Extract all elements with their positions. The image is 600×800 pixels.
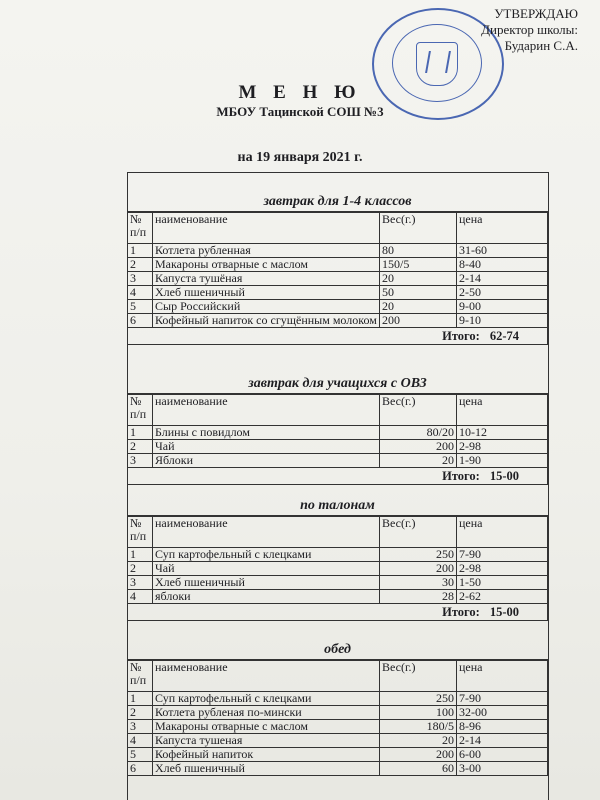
- row-price: 32-00: [457, 706, 548, 720]
- row-weight: 200: [380, 562, 457, 576]
- table-row: [128, 314, 548, 328]
- header-num: № п/п: [128, 395, 153, 426]
- row-num: 1: [128, 426, 153, 440]
- menu-table: [127, 394, 548, 485]
- row-name: Чай: [153, 562, 380, 576]
- row-price: 7-90: [457, 692, 548, 706]
- table-row: [128, 286, 548, 300]
- row-num: 6: [128, 762, 153, 776]
- table-header: [128, 517, 548, 548]
- menu-table: [127, 516, 548, 621]
- row-weight: 200: [380, 440, 457, 454]
- row-num: 2: [128, 706, 153, 720]
- row-price: 9-00: [457, 300, 548, 314]
- row-weight: 80/20: [380, 426, 457, 440]
- row-weight: 250: [380, 692, 457, 706]
- row-num: 3: [128, 272, 153, 286]
- header-name: наименование: [153, 661, 380, 692]
- row-name: Кофейный напиток: [153, 748, 380, 762]
- row-weight: 80: [380, 244, 457, 258]
- table-header: [128, 395, 548, 426]
- header-num: № п/п: [128, 517, 153, 548]
- table-row: [128, 590, 548, 604]
- row-weight: 100: [380, 706, 457, 720]
- row-price: 6-00: [457, 748, 548, 762]
- section-title: завтрак для учащихся с ОВЗ: [127, 375, 548, 394]
- header-weight: Вес(г.): [380, 517, 457, 548]
- section-title: обед: [127, 641, 548, 660]
- row-price: 2-14: [457, 272, 548, 286]
- approval-block: [481, 6, 578, 54]
- total-value: 62-74: [489, 329, 519, 343]
- header-name: наименование: [153, 213, 380, 244]
- total-value: 15-00: [489, 469, 519, 483]
- row-name: Хлеб пшеничный: [153, 762, 380, 776]
- table-row: [128, 734, 548, 748]
- menu-table: [127, 212, 548, 345]
- row-name: Капуста тушёная: [153, 272, 380, 286]
- row-price: 31-60: [457, 244, 548, 258]
- row-name: яблоки: [153, 590, 380, 604]
- table-row: [128, 548, 548, 562]
- row-name: Котлета рубленая по-мински: [153, 706, 380, 720]
- table-row: [128, 692, 548, 706]
- row-price: 1-50: [457, 576, 548, 590]
- section-title: завтрак для 1-4 классов: [127, 193, 548, 212]
- row-num: 2: [128, 562, 153, 576]
- total-row: [128, 468, 548, 485]
- table-row: [128, 258, 548, 272]
- table-row: [128, 440, 548, 454]
- row-num: 1: [128, 548, 153, 562]
- coat-of-arms-icon: [416, 42, 458, 86]
- approval-position: Директор школы:: [481, 22, 578, 37]
- table-header: [128, 213, 548, 244]
- row-weight: 50: [380, 286, 457, 300]
- row-name: Яблоки: [153, 454, 380, 468]
- total-label: Итого:: [442, 469, 480, 483]
- row-weight: 20: [380, 454, 457, 468]
- row-weight: 60: [380, 762, 457, 776]
- row-num: 2: [128, 440, 153, 454]
- row-weight: 20: [380, 734, 457, 748]
- approval-name: Бударин С.А.: [504, 38, 578, 53]
- row-weight: 200: [380, 314, 457, 328]
- row-weight: 150/5: [380, 258, 457, 272]
- total-label: Итого:: [442, 605, 480, 619]
- row-name: Макароны отварные с маслом: [153, 258, 380, 272]
- row-weight: 28: [380, 590, 457, 604]
- section-lunch: [127, 641, 548, 776]
- section-title: по талонам: [127, 497, 548, 516]
- row-price: 2-14: [457, 734, 548, 748]
- row-num: 4: [128, 286, 153, 300]
- row-name: Чай: [153, 440, 380, 454]
- row-num: 6: [128, 314, 153, 328]
- header-name: наименование: [153, 517, 380, 548]
- row-price: 10-12: [457, 426, 548, 440]
- menu-table: [127, 660, 548, 776]
- approval-heading: УТВЕРЖДАЮ: [494, 6, 578, 21]
- header-price: цена: [457, 661, 548, 692]
- row-weight: 250: [380, 548, 457, 562]
- total-row: [128, 604, 548, 621]
- table-row: [128, 706, 548, 720]
- row-num: 3: [128, 576, 153, 590]
- table-row: [128, 720, 548, 734]
- row-name: Блины с повидлом: [153, 426, 380, 440]
- row-name: Хлеб пшеничный: [153, 286, 380, 300]
- table-row: [128, 454, 548, 468]
- section-breakfast-1-4: [127, 193, 548, 345]
- header-num: № п/п: [128, 661, 153, 692]
- row-num: 3: [128, 454, 153, 468]
- row-price: 1-90: [457, 454, 548, 468]
- table-row: [128, 244, 548, 258]
- table-row: [128, 576, 548, 590]
- menu-title: М Е Н Ю: [238, 82, 362, 103]
- row-num: 3: [128, 720, 153, 734]
- row-num: 1: [128, 244, 153, 258]
- row-price: 8-40: [457, 258, 548, 272]
- row-name: Капуста тушеная: [153, 734, 380, 748]
- table-row: [128, 426, 548, 440]
- row-weight: 180/5: [380, 720, 457, 734]
- row-num: 4: [128, 734, 153, 748]
- school-name: МБОУ Тацинской СОШ №3: [216, 104, 384, 119]
- row-name: Суп картофельный с клецками: [153, 692, 380, 706]
- table-row: [128, 762, 548, 776]
- header-price: цена: [457, 395, 548, 426]
- section-breakfast-ovz: [127, 375, 548, 485]
- row-price: 8-96: [457, 720, 548, 734]
- row-price: 7-90: [457, 548, 548, 562]
- header-price: цена: [457, 517, 548, 548]
- row-weight: 20: [380, 272, 457, 286]
- table-header: [128, 661, 548, 692]
- row-num: 1: [128, 692, 153, 706]
- row-price: 2-62: [457, 590, 548, 604]
- row-num: 5: [128, 300, 153, 314]
- table-row: [128, 748, 548, 762]
- table-row: [128, 272, 548, 286]
- total-label: Итого:: [442, 329, 480, 343]
- row-num: 5: [128, 748, 153, 762]
- total-row: [128, 328, 548, 345]
- row-price: 3-00: [457, 762, 548, 776]
- row-weight: 20: [380, 300, 457, 314]
- row-weight: 30: [380, 576, 457, 590]
- row-name: Кофейный напиток со сгущённым молоком: [153, 314, 380, 328]
- menu-date: на 19 января 2021 г.: [237, 150, 363, 165]
- row-name: Сыр Российский: [153, 300, 380, 314]
- header-weight: Вес(г.): [380, 661, 457, 692]
- row-price: 2-98: [457, 440, 548, 454]
- header-name: наименование: [153, 395, 380, 426]
- header-price: цена: [457, 213, 548, 244]
- row-num: 4: [128, 590, 153, 604]
- row-weight: 200: [380, 748, 457, 762]
- row-name: Макароны отварные с маслом: [153, 720, 380, 734]
- row-price: 2-50: [457, 286, 548, 300]
- row-price: 9-10: [457, 314, 548, 328]
- table-row: [128, 562, 548, 576]
- row-name: Котлета рубленная: [153, 244, 380, 258]
- row-name: Суп картофельный с клецками: [153, 548, 380, 562]
- row-price: 2-98: [457, 562, 548, 576]
- section-coupons: [127, 497, 548, 621]
- header-num: № п/п: [128, 213, 153, 244]
- table-row: [128, 300, 548, 314]
- row-num: 2: [128, 258, 153, 272]
- total-value: 15-00: [489, 605, 519, 619]
- header-weight: Вес(г.): [380, 213, 457, 244]
- row-name: Хлеб пшеничный: [153, 576, 380, 590]
- header-weight: Вес(г.): [380, 395, 457, 426]
